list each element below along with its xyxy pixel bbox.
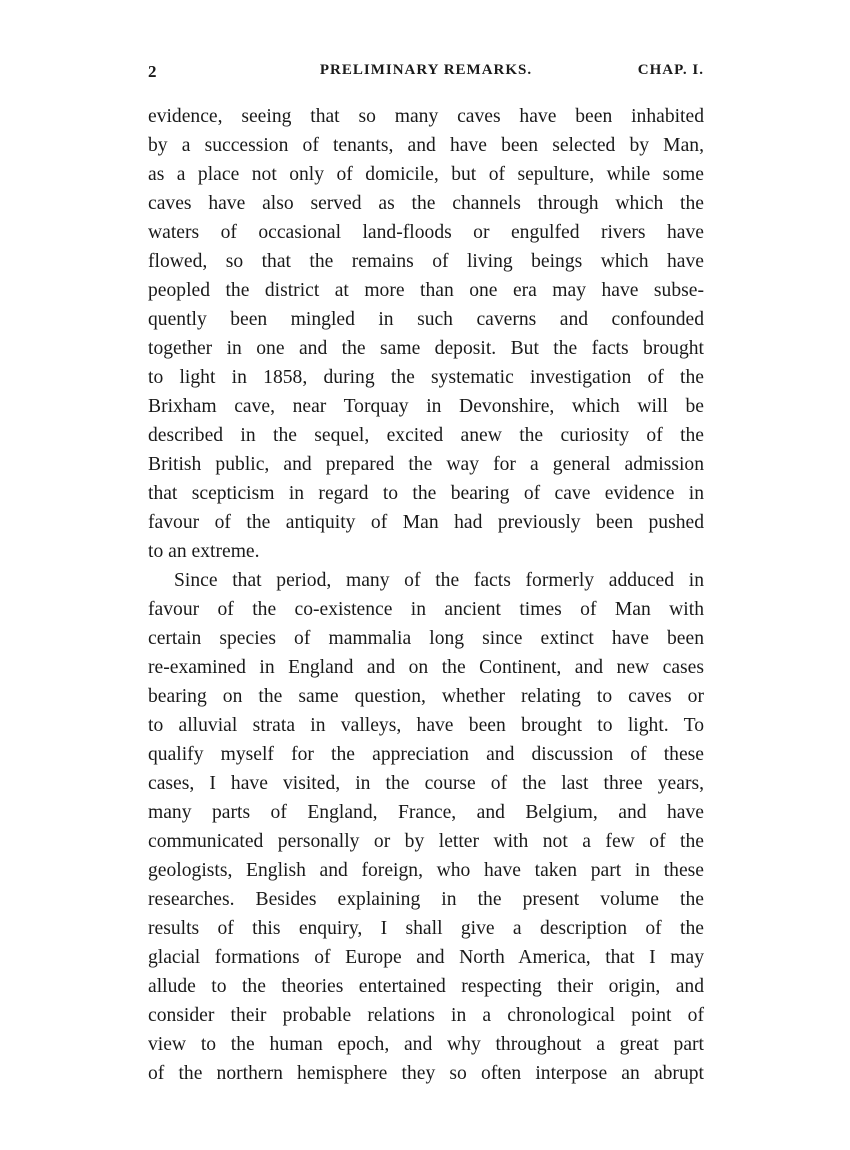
text-line: geologists, English and foreign, who have taken part in these	[148, 860, 704, 881]
text-line: many parts of England, France, and Belgium, and have	[148, 802, 704, 823]
chapter-label: CHAP. I.	[637, 62, 704, 78]
text-line: certain species of mammalia long since extinct have been	[148, 628, 704, 649]
text-line: qualify myself for the appreciation and discussion of these	[148, 744, 704, 765]
page-number: 2	[148, 62, 157, 81]
running-head	[148, 62, 704, 86]
text-line: cases, I have visited, in the course of the last three years,	[148, 773, 704, 794]
running-title: PRELIMINARY REMARKS.	[319, 62, 533, 78]
text-line: quently been mingled in such caverns and confounded	[148, 309, 704, 330]
text-line: flowed, so that the remains of living beings which have	[148, 251, 704, 272]
text-line: by a succession of tenants, and have been selected by Man,	[148, 135, 704, 156]
text-line: researches. Besides explaining in the present volume the	[148, 889, 704, 910]
text-line: re-examined in England and on the Continent, and new cases	[148, 657, 704, 678]
paragraph	[148, 102, 704, 566]
text-line: bearing on the same question, whether relating to caves or	[148, 686, 704, 707]
body-text	[148, 102, 704, 1088]
text-line: peopled the district at more than one era may have subse-	[148, 280, 704, 301]
text-line: waters of occasional land-floods or engulfed rivers have	[148, 222, 704, 243]
text-line: British public, and prepared the way for a general admission	[148, 454, 704, 475]
text-line: results of this enquiry, I shall give a description of the	[148, 918, 704, 939]
text-line: caves have also served as the channels through which the	[148, 193, 704, 214]
text-line: as a place not only of domicile, but of sepulture, while some	[148, 164, 704, 185]
text-line: favour of the co-existence in ancient times of Man with	[148, 599, 704, 620]
text-line: Since that period, many of the facts formerly adduced in	[174, 570, 704, 591]
text-line: evidence, seeing that so many caves have been inhabited	[148, 106, 704, 127]
text-line: view to the human epoch, and why throughout a great part	[148, 1034, 704, 1055]
text-line: communicated personally or by letter with not a few of the	[148, 831, 704, 852]
text-line: glacial formations of Europe and North America, that I may	[148, 947, 704, 968]
paragraph	[148, 566, 704, 1088]
text-line: that scepticism in regard to the bearing of cave evidence in	[148, 483, 704, 504]
text-line: described in the sequel, excited anew the curiosity of the	[148, 425, 704, 446]
text-line: favour of the antiquity of Man had previously been pushed	[148, 512, 704, 533]
text-line: of the northern hemisphere they so often interpose an abrupt	[148, 1063, 704, 1084]
text-line: to an extreme.	[148, 541, 260, 562]
text-line: to light in 1858, during the systematic investigation of the	[148, 367, 704, 388]
text-line: together in one and the same deposit. But the facts brought	[148, 338, 704, 359]
text-line: allude to the theories entertained respecting their origin, and	[148, 976, 704, 997]
text-line: Brixham cave, near Torquay in Devonshire, which will be	[148, 396, 704, 417]
text-line: consider their probable relations in a chronological point of	[148, 1005, 704, 1026]
text-line: to alluvial strata in valleys, have been brought to light. To	[148, 715, 704, 736]
